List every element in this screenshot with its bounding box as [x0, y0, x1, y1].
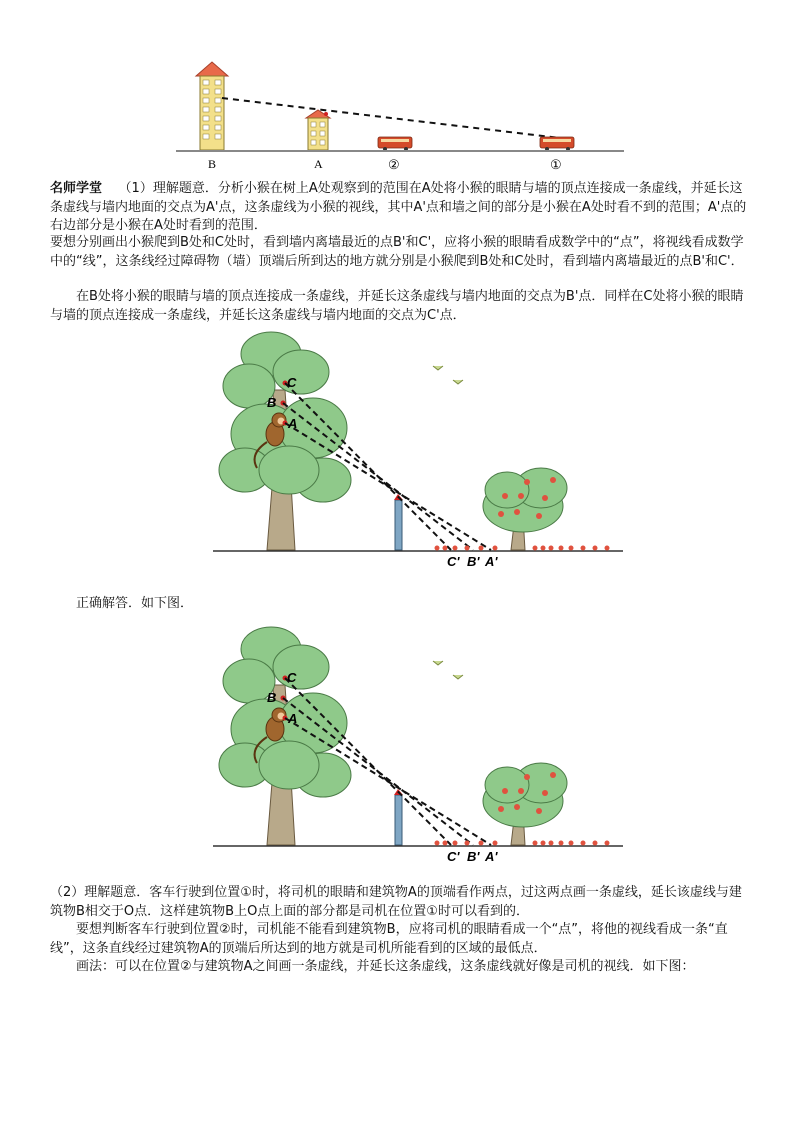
bus-position-2	[378, 137, 412, 151]
label-c-prime: C'	[447, 849, 460, 864]
section2-para1: （2）理解题意．客车行驶到位置①时，将司机的眼睛和建筑物A的顶端看作两点，过这两点画一条虚线，延长该虚线与建筑物B相交于O点．这样建筑物B上O点上面的部分都是司机在位置①时可以看到的．	[50, 885, 742, 919]
apple-tree	[483, 763, 567, 845]
label-b-prime: B'	[467, 554, 480, 569]
bus-position-1	[540, 137, 574, 151]
label-b: B	[208, 157, 217, 171]
label-c: C	[287, 375, 297, 390]
building-b	[196, 62, 228, 150]
label-b-tree: B	[267, 690, 277, 705]
tree-figure-1	[205, 330, 625, 575]
apple-tree	[483, 468, 567, 550]
label-c-prime: C'	[447, 554, 460, 569]
buildings-figure	[170, 58, 630, 176]
label-a-prime: A'	[485, 849, 498, 864]
sightline	[222, 98, 560, 138]
label-a: A	[314, 157, 323, 171]
label-b-prime: B'	[467, 849, 480, 864]
wall	[395, 500, 402, 550]
label-position-2: ②	[388, 157, 400, 172]
label-a-tree: A	[288, 711, 298, 726]
answer-text: 正确解答．如下图．	[76, 596, 194, 611]
label-b-tree: B	[267, 395, 277, 410]
building-a	[306, 110, 330, 150]
label-a-prime: A'	[485, 554, 498, 569]
label-position-1: ①	[550, 157, 562, 172]
wall	[395, 795, 402, 845]
section2-para2: 要想判断客车行驶到位置②时，司机能不能看到建筑物B，应将司机的眼睛看成一个“点”，将他的视线看成一条“直线”，这条直线经过建筑物A的顶端后所达到的地方就是司机所能看到的区域的最低点．	[50, 922, 728, 956]
section1-para3: 在B处将小猴的眼睛与墙的顶点连接成一条虚线，并延长这条虚线与墙内地面的交点为B'点．同样在C处将小猴的眼睛与墙的顶点连接成一条虚线，并延长这条虚线与墙内地面的交点为C'点．	[50, 289, 744, 323]
section1-para2: 要想分别画出小猴爬到B处和C处时，看到墙内离墙最近的点B'和C'，应将小猴的眼睛看成数学中的“点”，将视线看成数学中的“线”，这条线经过障碍物（墙）顶端后所到达的地方就分别是小猴爬到B处和C处时，看到墙内离墙最近的点B'和C'．	[50, 235, 744, 269]
section-tag: 名师学堂	[50, 181, 103, 196]
label-c: C	[287, 670, 297, 685]
tree-figure-2	[205, 625, 625, 870]
section2-para3: 画法：可以在位置②与建筑物A之间画一条虚线，并延长这条虚线，这条虚线就好像是司机的视线．如下图：	[76, 959, 695, 974]
section1-para1: 名师学堂 （1）理解题意．分析小猴在树上A处观察到的范围在A处将小猴的眼睛与墙的顶点连接成一条虚线，并延长这条虚线与墙内地面的交点为A'点，这条虚线为小猴的视线，其中A'点和墙之间的部分是小猴在A处时看不到的范围；A'点的右边部分是小猴在A处时看到的范围．	[50, 181, 747, 233]
label-a-tree: A	[288, 416, 298, 431]
